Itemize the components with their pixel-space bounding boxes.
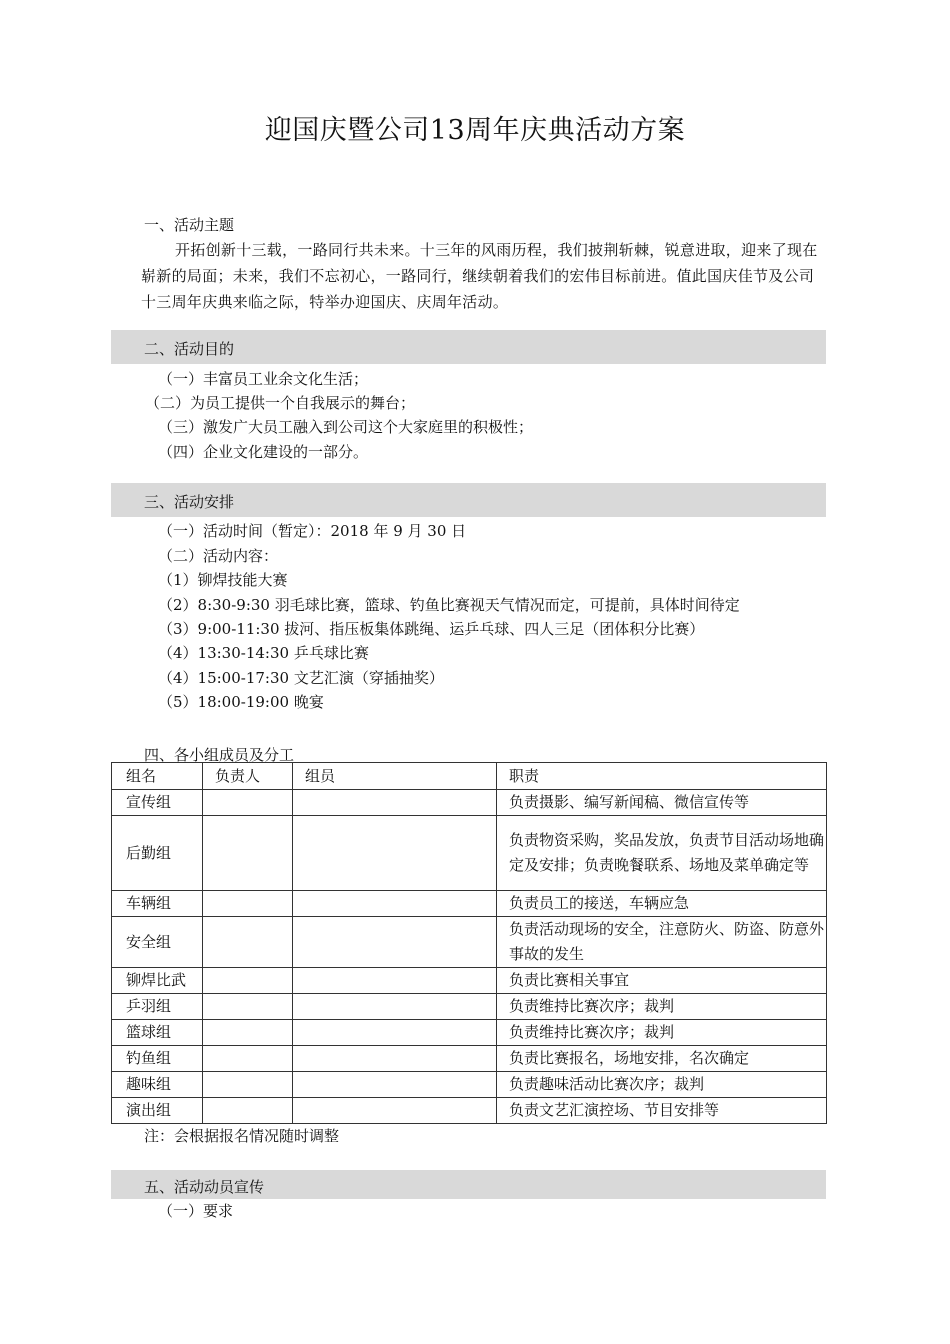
table-row bbox=[112, 1046, 827, 1072]
duty-cell: 负责员工的接送，车辆应急 bbox=[497, 891, 827, 917]
page-title: 迎国庆暨公司13周年庆典活动方案 bbox=[264, 115, 686, 146]
section2-item: （三）激发广大员工融入到公司这个大家庭里的积极性； bbox=[158, 418, 534, 436]
header-cell: 负责人 bbox=[203, 763, 293, 790]
leader-cell bbox=[203, 1020, 293, 1046]
table-row bbox=[112, 994, 827, 1020]
section3-item: （2）8:30-9:30 羽毛球比赛，篮球、钓鱼比赛视天气情况而定，可提前，具体时间待定 bbox=[158, 596, 740, 614]
group-name: 后勤组 bbox=[112, 816, 203, 891]
leader-cell bbox=[203, 790, 293, 816]
members-cell bbox=[293, 790, 497, 816]
group-name: 乒羽组 bbox=[112, 994, 203, 1020]
duty-cell: 负责维持比赛次序；裁判 bbox=[497, 994, 827, 1020]
members-cell bbox=[293, 1072, 497, 1098]
section5-heading: 五、活动动员宣传 bbox=[144, 1178, 265, 1196]
leader-cell bbox=[203, 917, 293, 968]
leader-cell bbox=[203, 968, 293, 994]
section3-item: （4）15:00-17:30 文艺汇演（穿插抽奖） bbox=[158, 669, 444, 687]
members-cell bbox=[293, 1046, 497, 1072]
section3-band bbox=[111, 483, 826, 517]
members-cell bbox=[293, 1098, 497, 1124]
section5-item: （一）要求 bbox=[158, 1202, 234, 1220]
members-cell bbox=[293, 1020, 497, 1046]
duty-cell: 负责趣味活动比赛次序；裁判 bbox=[497, 1072, 827, 1098]
header-cell: 职责 bbox=[497, 763, 827, 790]
section2-item: （四）企业文化建设的一部分。 bbox=[158, 443, 369, 461]
members-cell bbox=[293, 816, 497, 891]
leader-cell bbox=[203, 994, 293, 1020]
duty-cell: 负责比赛相关事宜 bbox=[497, 968, 827, 994]
section3-item: （一）活动时间（暂定）：2018 年 9 月 30 日 bbox=[158, 522, 467, 540]
section2-band bbox=[111, 330, 826, 364]
section3-item: （4）13:30-14:30 乒乓球比赛 bbox=[158, 644, 369, 662]
members-cell bbox=[293, 917, 497, 968]
table-row bbox=[112, 790, 827, 816]
group-duties-table bbox=[111, 762, 827, 1124]
header-cell: 组名 bbox=[112, 763, 203, 790]
section3-item: （3）9:00-11:30 拔河、指压板集体跳绳、运乒乓球、四人三足（团体积分比赛） bbox=[158, 620, 705, 638]
section4-heading: 四、各小组成员及分工 bbox=[144, 746, 295, 764]
section3-item: （二）活动内容： bbox=[158, 547, 279, 565]
duty-cell: 负责维持比赛次序；裁判 bbox=[497, 1020, 827, 1046]
group-name: 安全组 bbox=[112, 917, 203, 968]
table-note: 注：会根据报名情况随时调整 bbox=[144, 1127, 340, 1145]
members-cell bbox=[293, 968, 497, 994]
section3-heading: 三、活动安排 bbox=[144, 493, 235, 511]
group-name: 宣传组 bbox=[112, 790, 203, 816]
section2-item: （一）丰富员工业余文化生活； bbox=[158, 370, 369, 388]
section2-heading: 二、活动目的 bbox=[144, 340, 235, 358]
section2-item: （二）为员工提供一个自我展示的舞台； bbox=[145, 394, 416, 412]
duty-cell: 负责摄影、编写新闻稿、微信宣传等 bbox=[497, 790, 827, 816]
leader-cell bbox=[203, 1098, 293, 1124]
group-name: 铆焊比武 bbox=[112, 968, 203, 994]
table-row bbox=[112, 1020, 827, 1046]
section3-item: （5）18:00-19:00 晚宴 bbox=[158, 693, 324, 711]
table-row bbox=[112, 891, 827, 917]
section1-heading: 一、活动主题 bbox=[144, 216, 235, 234]
table-row bbox=[112, 917, 827, 968]
members-cell bbox=[293, 994, 497, 1020]
header-cell: 组员 bbox=[293, 763, 497, 790]
leader-cell bbox=[203, 1072, 293, 1098]
table-row bbox=[112, 1098, 827, 1124]
group-name: 演出组 bbox=[112, 1098, 203, 1124]
table-row bbox=[112, 816, 827, 891]
leader-cell bbox=[203, 1046, 293, 1072]
members-cell bbox=[293, 891, 497, 917]
duty-cell: 负责文艺汇演控场、节目安排等 bbox=[497, 1098, 827, 1124]
group-name: 钓鱼组 bbox=[112, 1046, 203, 1072]
duty-cell: 负责活动现场的安全，注意防火、防盗、防意外事故的发生 bbox=[497, 917, 827, 968]
group-name: 趣味组 bbox=[112, 1072, 203, 1098]
section3-item: （1）铆焊技能大赛 bbox=[158, 571, 288, 589]
table-header-row bbox=[112, 763, 827, 790]
table-row bbox=[112, 968, 827, 994]
leader-cell bbox=[203, 816, 293, 891]
duty-cell: 负责比赛报名，场地安排，名次确定 bbox=[497, 1046, 827, 1072]
leader-cell bbox=[203, 891, 293, 917]
section5-band bbox=[111, 1170, 826, 1199]
group-name: 篮球组 bbox=[112, 1020, 203, 1046]
duty-cell: 负责物资采购，奖品发放，负责节目活动场地确定及安排；负责晚餐联系、场地及菜单确定等 bbox=[497, 816, 827, 891]
table-row bbox=[112, 1072, 827, 1098]
group-name: 车辆组 bbox=[112, 891, 203, 917]
section1-paragraph: 开拓创新十三载，一路同行共未来。十三年的风雨历程，我们披荆斩棘，锐意进取，迎来了现在崭新的局面；未来，我们不忘初心，一路同行，继续朝着我们的宏伟目标前进。值此国庆佳节及公司十三周年庆典来临之际，特举办迎国庆、庆周年活动。 bbox=[141, 241, 818, 311]
